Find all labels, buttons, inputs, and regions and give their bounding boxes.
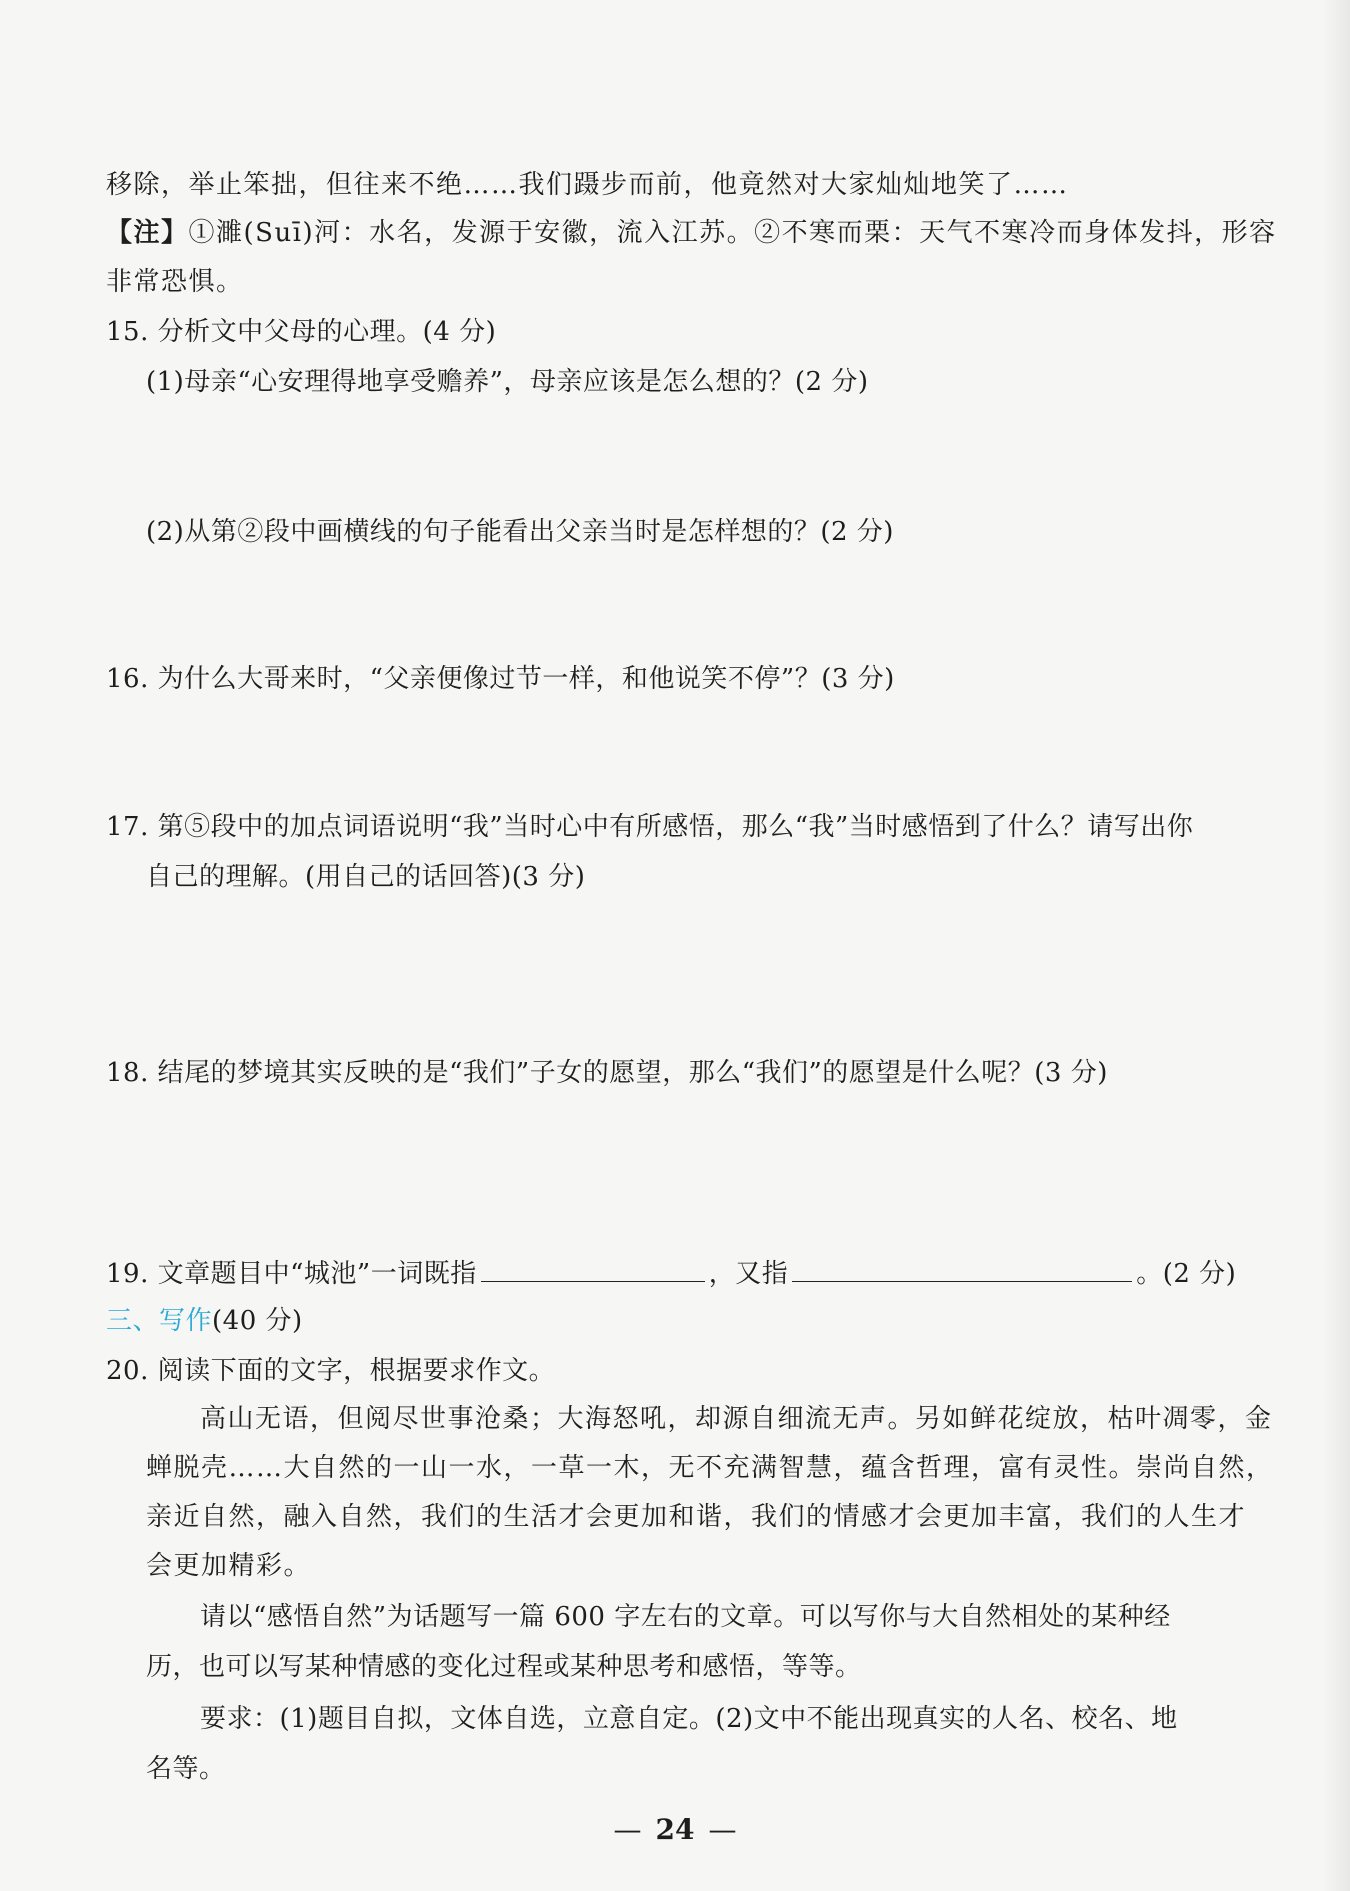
question-18: 18. 结尾的梦境其实反映的是“我们”子女的愿望，那么“我们”的愿望是什么呢？(3 分) bbox=[106, 1058, 1108, 1088]
answer-blank-2[interactable] bbox=[792, 1255, 1132, 1282]
question-15-sub-2: (2)从第②段中画横线的句子能看出父亲当时是怎样想的？(2 分) bbox=[146, 517, 894, 547]
question-15-sub-1: (1)母亲“心安理得地享受赡养”，母亲应该是怎么想的？(2 分) bbox=[146, 367, 869, 397]
page-edge-shadow bbox=[1322, 0, 1350, 1891]
question-17-line-2: 自己的理解。(用自己的话回答)(3 分) bbox=[146, 862, 586, 892]
question-15-stem: 15. 分析文中父母的心理。(4 分) bbox=[106, 317, 497, 347]
passage-line-1: 高山无语，但阅尽世事沧桑；大海怒吼，却源自细流无声。另如鲜花绽放，枯叶凋零，金 bbox=[200, 1404, 1273, 1434]
passage-line-2: 蝉脱壳……大自然的一山一水，一草一木，无不充满智慧，蕴含哲理，富有灵性。崇尚自然， bbox=[146, 1453, 1274, 1483]
task-line-2: 历，也可以写某种情感的变化过程或某种思考和感悟，等等。 bbox=[146, 1652, 862, 1682]
note-text-1: ①濉(Suī)河：水名，发源于安徽，流入江苏。②不寒而栗：天气不寒冷而身体发抖，形容 bbox=[188, 218, 1277, 248]
question-20-stem: 20. 阅读下面的文字，根据要求作文。 bbox=[106, 1356, 556, 1386]
section-3-heading bbox=[106, 1304, 303, 1338]
section-3-score: (40 分) bbox=[212, 1306, 303, 1336]
page-number: — 24 — bbox=[613, 1813, 737, 1846]
intro-line: 移除，举止笨拙，但往来不绝……我们蹑步而前，他竟然对大家灿灿地笑了…… bbox=[106, 170, 1069, 200]
note-tag: 【注】 bbox=[106, 218, 189, 248]
note-line-1 bbox=[106, 216, 1277, 250]
question-19-part-1: 19. 文章题目中“城池”一词既指 bbox=[106, 1259, 477, 1289]
section-3-title: 三、写作 bbox=[106, 1306, 213, 1336]
passage-line-4: 会更加精彩。 bbox=[146, 1551, 312, 1581]
requirements-line-1: 要求：(1)题目自拟，文体自选，立意自定。(2)文中不能出现真实的人名、校名、地 bbox=[200, 1704, 1178, 1734]
passage-line-3: 亲近自然，融入自然，我们的生活才会更加和谐，我们的情感才会更加丰富，我们的人生才 bbox=[146, 1502, 1247, 1532]
task-line-1: 请以“感悟自然”为话题写一篇 600 字左右的文章。可以写你与大自然相处的某种经 bbox=[200, 1602, 1171, 1632]
question-19-part-2: ，又指 bbox=[708, 1259, 789, 1289]
note-line-2: 非常恐惧。 bbox=[106, 267, 244, 297]
question-17-line-1: 17. 第⑤段中的加点词语说明“我”当时心中有所感悟，那么“我”当时感悟到了什么？请写出你 bbox=[106, 812, 1194, 842]
question-16: 16. 为什么大哥来时，“父亲便像过节一样，和他说笑不停”？(3 分) bbox=[106, 664, 895, 694]
requirements-line-2: 名等。 bbox=[146, 1754, 226, 1784]
question-19-part-3: 。(2 分) bbox=[1136, 1259, 1237, 1289]
question-19 bbox=[106, 1255, 1236, 1291]
answer-blank-1[interactable] bbox=[481, 1255, 705, 1282]
page-number-value: 24 bbox=[655, 1813, 695, 1846]
